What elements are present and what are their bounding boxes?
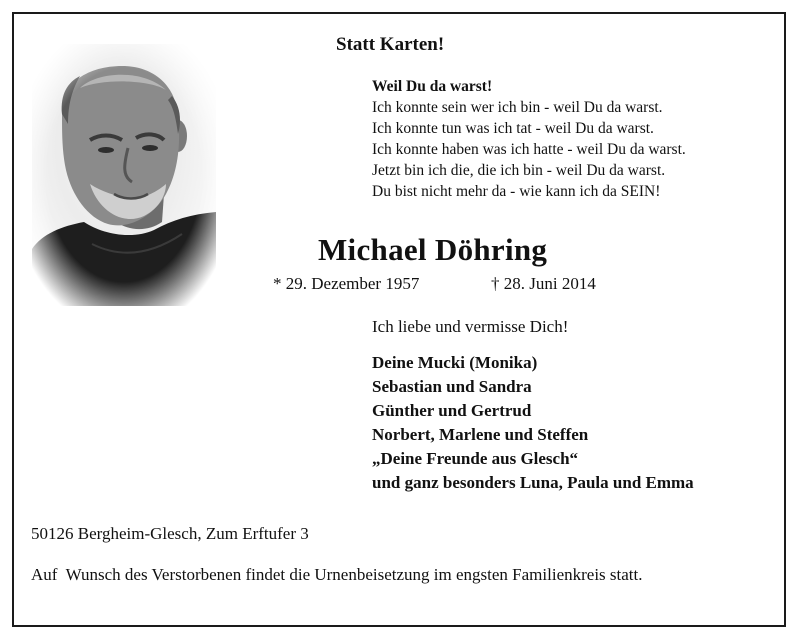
poem [372, 76, 686, 202]
poem-line: Du bist nicht mehr da - wie kann ich da SEIN! [372, 183, 661, 200]
portrait-photo [32, 44, 216, 306]
poem-line: Ich konnte haben was ich hatte - weil Du da warst. [372, 141, 686, 158]
heading-statt-karten: Statt Karten! [336, 34, 445, 55]
death-date: † 28. Juni 2014 [491, 274, 596, 293]
mourner-line: Sebastian und Sandra [372, 377, 532, 396]
personal-message: Ich liebe und vermisse Dich! [372, 317, 569, 336]
address: 50126 Bergheim-Glesch, Zum Erftufer 3 [31, 524, 309, 543]
mourner-line: Norbert, Marlene und Steffen [372, 425, 589, 444]
mourner-line: Günther und Gertrud [372, 401, 532, 420]
deceased-name: Michael Döhring [318, 232, 548, 267]
birth-date: * 29. Dezember 1957 [273, 274, 420, 293]
burial-notice: Auf Wunsch des Verstorbenen findet die Urnenbeisetzung im engsten Familienkreis statt. [31, 565, 643, 584]
poem-title: Weil Du da warst! [372, 78, 493, 95]
mourner-line: Deine Mucki (Monika) [372, 353, 538, 372]
mourners-list [372, 351, 694, 495]
mourner-line: und ganz besonders Luna, Paula und Emma [372, 473, 694, 492]
mourner-line: „Deine Freunde aus Glesch“ [372, 449, 579, 468]
poem-line: Jetzt bin ich die, die ich bin - weil Du da warst. [372, 162, 666, 179]
poem-line: Ich konnte sein wer ich bin - weil Du da warst. [372, 99, 663, 116]
poem-line: Ich konnte tun was ich tat - weil Du da warst. [372, 120, 654, 137]
